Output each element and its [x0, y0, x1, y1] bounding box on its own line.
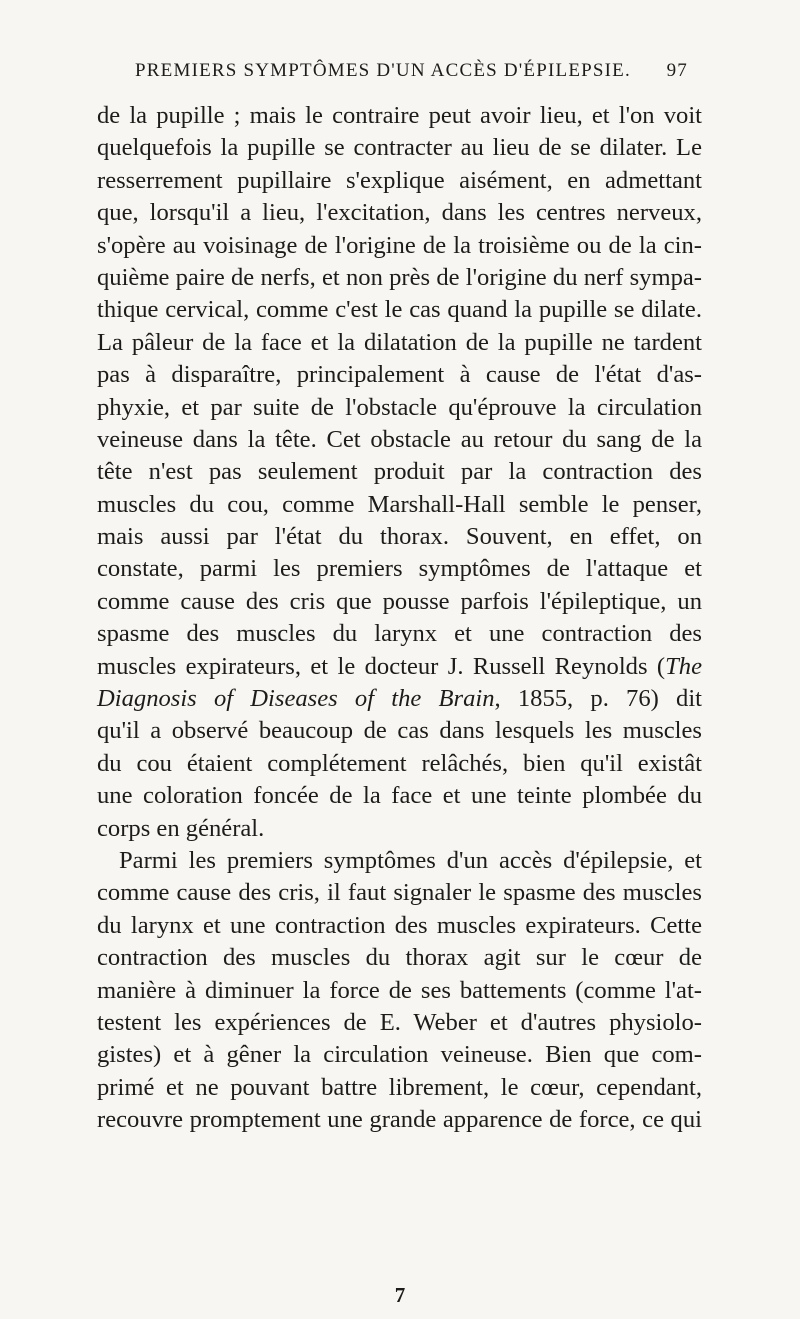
text-line: testent les expériences de E. Weber et d'autres physiolo- — [97, 1008, 702, 1036]
text-line: La pâleur de la face et la dilatation de la pupille ne tardent — [97, 328, 702, 356]
running-title: PREMIERS SYMPTÔMES D'UN ACCÈS D'ÉPILEPSIE. — [135, 60, 631, 81]
text-line: primé et ne pouvant battre librement, le cœur, cependant, — [97, 1073, 702, 1101]
paragraph-1 — [97, 100, 702, 845]
text-line: muscles du cou, comme Marshall-Hall semble le penser, — [97, 490, 702, 518]
text-line: quième paire de nerfs, et non près de l'origine du nerf sympa- — [97, 263, 702, 291]
text-line: gistes) et à gêner la circulation veineuse. Bien que com- — [97, 1041, 702, 1069]
text-line: comme cause des cris, il faut signaler le spasme des muscles — [97, 879, 702, 907]
text-line: constate, parmi les premiers symptômes de l'attaque et — [97, 555, 702, 583]
text-line: phyxie, et par suite de l'obstacle qu'éprouve la circulation — [97, 393, 702, 421]
text-line: qu'il a observé beaucoup de cas dans lesquels les muscles — [97, 717, 702, 745]
text-line: une coloration foncée de la face et une teinte plombée du — [97, 782, 702, 810]
text-line: que, lorsqu'il a lieu, l'excitation, dans les centres nerveux, — [97, 199, 702, 227]
text-line: recouvre promptement une grande apparence de force, ce qui — [97, 1106, 702, 1134]
text-line: du larynx et une contraction des muscles expirateurs. Cette — [97, 911, 702, 939]
text-line: s'opère au voisinage de l'origine de la troisième ou de la cin- — [97, 231, 702, 259]
text-line: Diagnosis of Diseases of the Brain, 1855, p. 76) dit — [97, 685, 702, 713]
text-line: comme cause des cris que pousse parfois l'épileptique, un — [97, 587, 702, 615]
text-line: resserrement pupillaire s'explique aisément, en admettant — [97, 166, 702, 194]
text-line: pas à disparaître, principalement à cause de l'état d'as- — [97, 361, 702, 389]
signature-mark: 7 — [394, 1283, 406, 1307]
page-number: 97 — [666, 60, 688, 81]
text-line: veineuse dans la tête. Cet obstacle au retour du sang de la — [97, 425, 702, 453]
text-line: quelquefois la pupille se contracter au lieu de se dilater. Le — [97, 134, 702, 162]
text-line: du cou étaient complétement relâchés, bien qu'il existât — [97, 749, 702, 777]
text-line: contraction des muscles du thorax agit sur le cœur de — [97, 944, 702, 972]
text-line: mais aussi par l'état du thorax. Souvent, en effet, on — [97, 523, 702, 551]
text-line: tête n'est pas seulement produit par la contraction des — [97, 458, 702, 486]
text-line: corps en général. — [97, 814, 265, 842]
running-head — [118, 60, 688, 84]
paragraph-2 — [97, 845, 702, 1137]
text-line: de la pupille ; mais le contraire peut avoir lieu, et l'on voit — [97, 102, 702, 129]
body-text — [97, 100, 702, 1137]
text-line: thique cervical, comme c'est le cas quand la pupille se dilate. — [97, 296, 702, 324]
text-line: muscles expirateurs, et le docteur J. Russell Reynolds (The — [97, 652, 702, 680]
text-line: spasme des muscles du larynx et une contraction des — [97, 620, 702, 648]
text-line: manière à diminuer la force de ses battements (comme l'at- — [97, 976, 702, 1004]
text-line: Parmi les premiers symptômes d'un accès d'épilepsie, et — [119, 846, 702, 874]
